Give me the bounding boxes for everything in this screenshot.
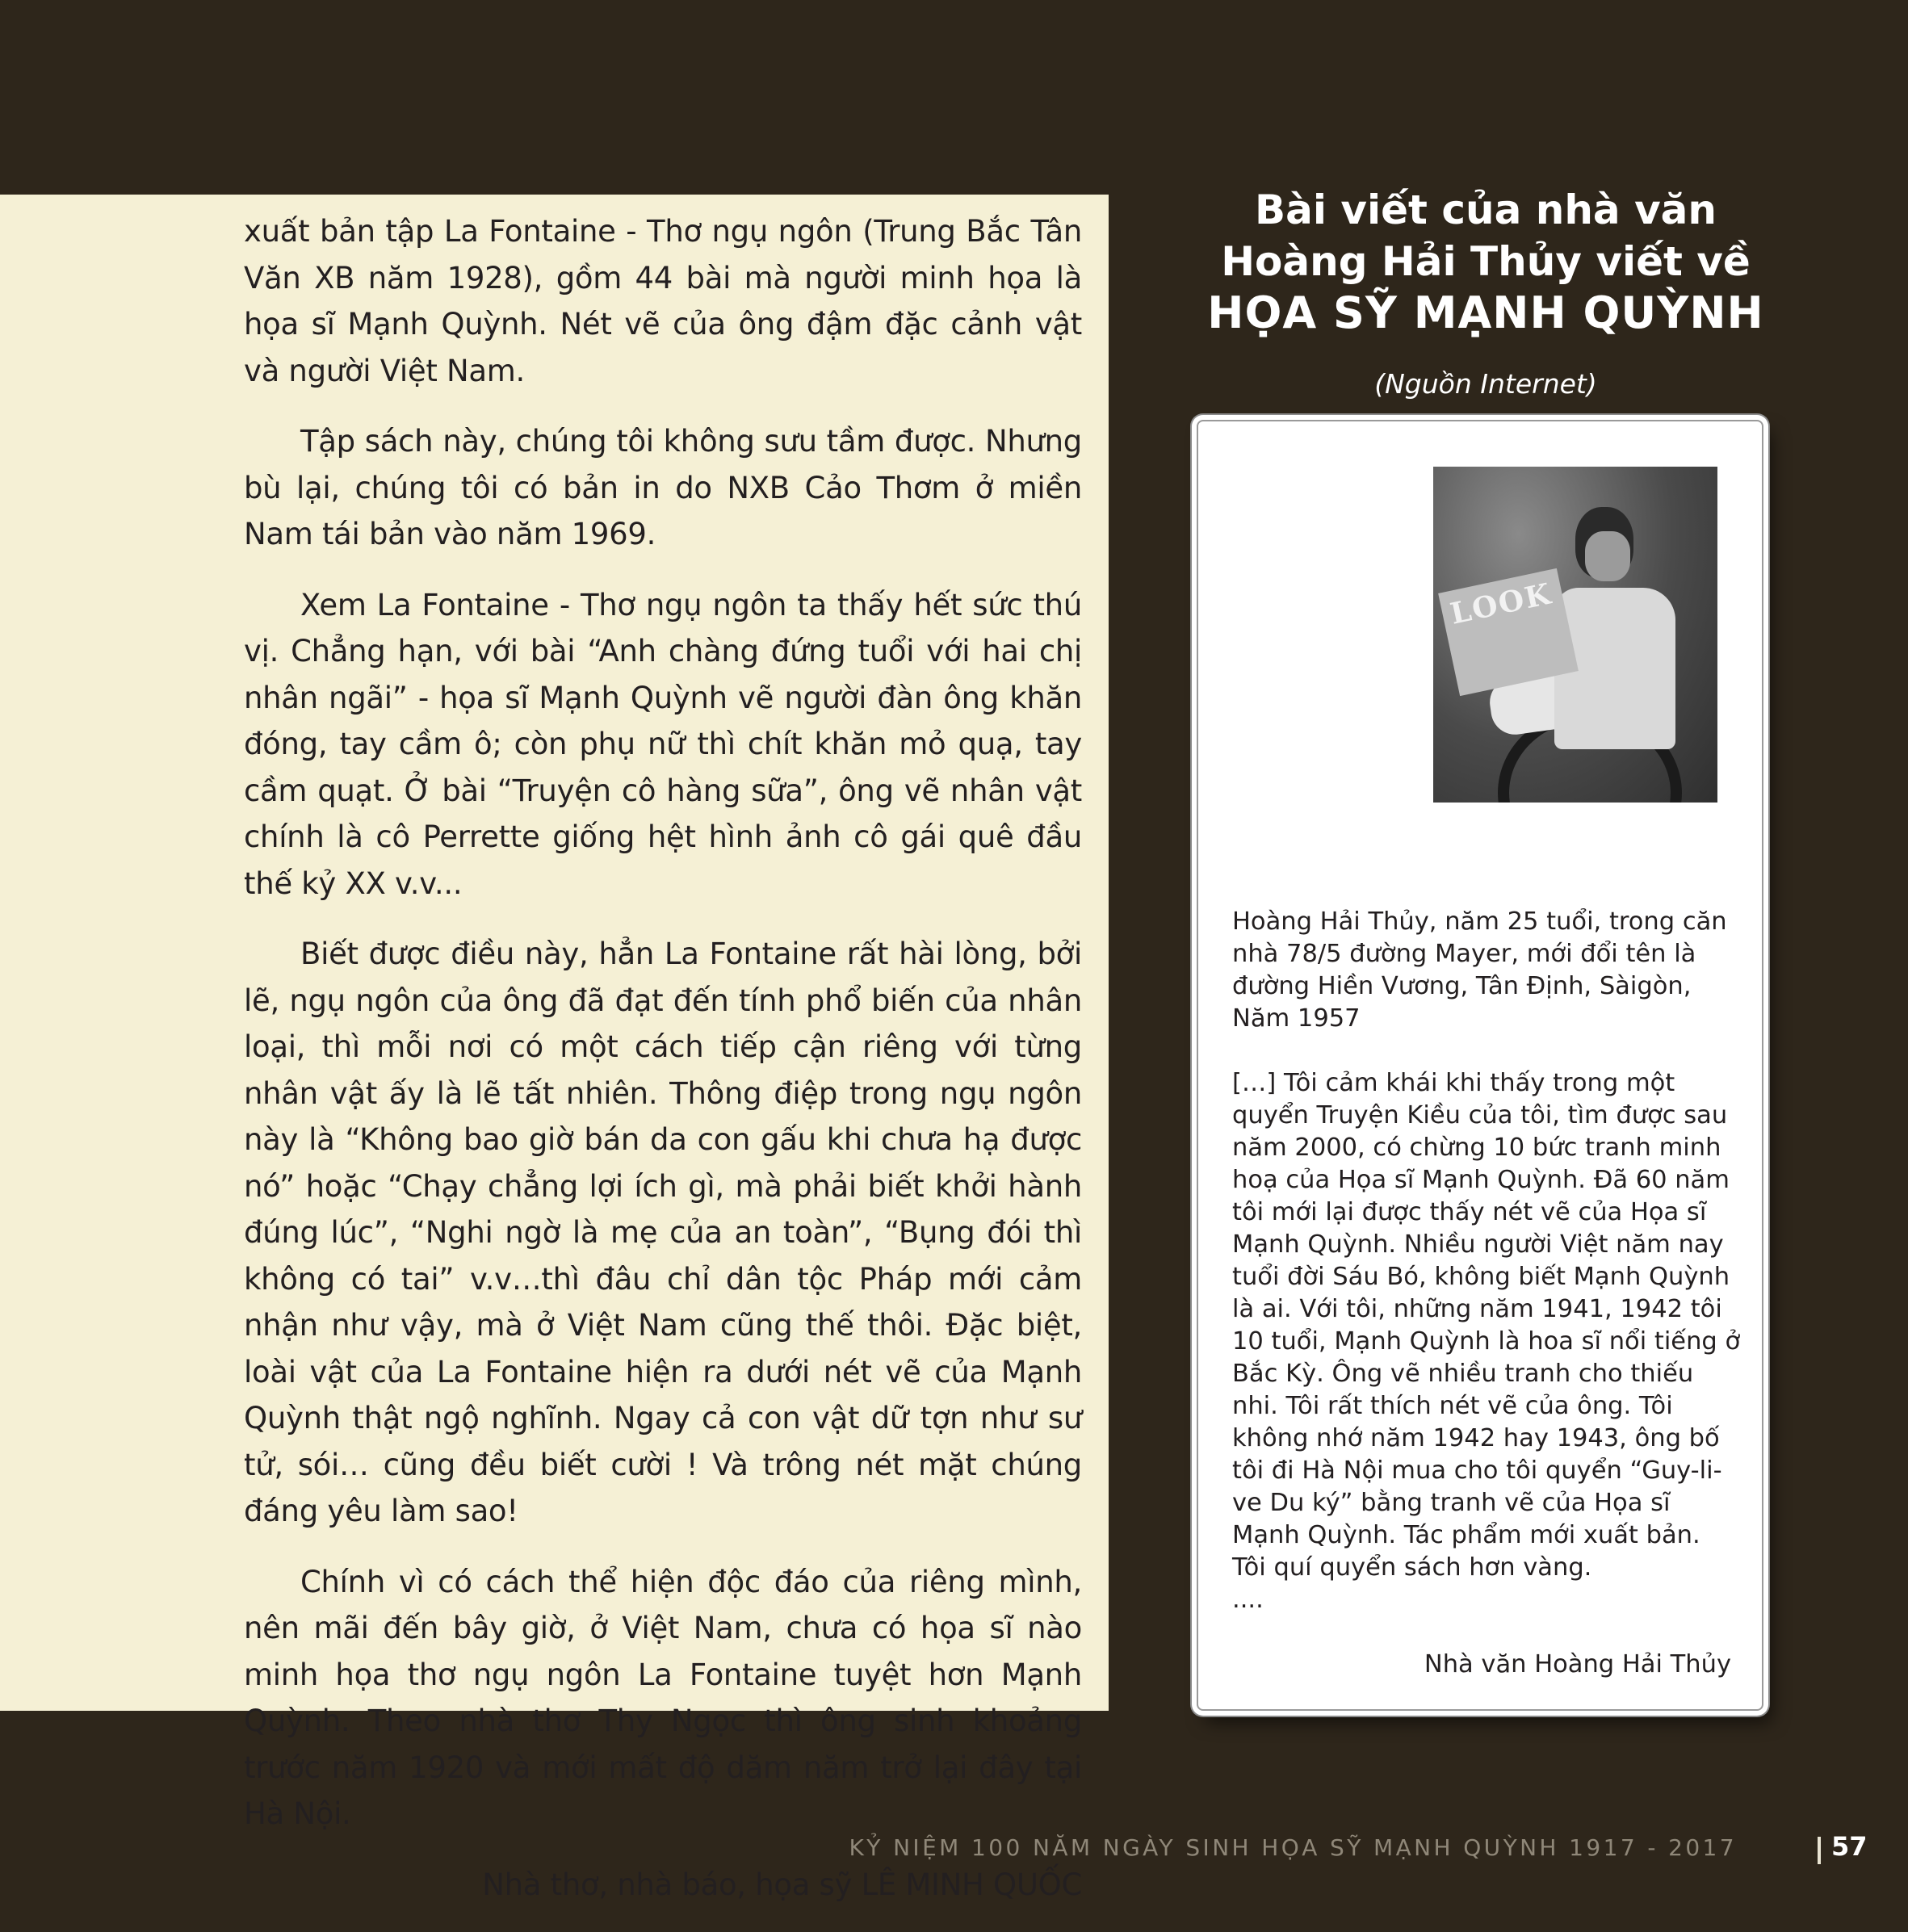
footer-divider	[1818, 1837, 1821, 1864]
portrait-photo	[1433, 467, 1717, 803]
page-number: 57	[1831, 1831, 1868, 1862]
sidebar-title-line-1: Bài viết của nhà văn	[1255, 186, 1717, 233]
sidebar-title-line-3: HỌA SỸ MẠNH QUỲNH	[1207, 287, 1764, 338]
sidebar-signature: Nhà văn Hoàng Hải Thủy	[1424, 1650, 1731, 1678]
sidebar-quote-text: […] Tôi cảm khái khi thấy trong một quyển Truyện Kiều của tôi, tìm được sau năm 2000, có chừng 10 bức tranh minh hoạ của Họa sĩ Mạnh Quỳnh. Đã 60 năm tôi mới lại được thấy nét vẽ của Họa sĩ Mạnh Quỳnh. Nhiều người Việt năm nay tuổi đời Sáu Bó, không biết Mạnh Quỳnh là ai. Với tôi, những năm 1941, 1942 tôi 10 tuổi, Mạnh Quỳnh là hoa sĩ nổi tiếng ở Bắc Kỳ. Ông vẽ nhiều tranh cho thiếu nhi. Tôi rất thích nét vẽ của ông. Tôi không nhớ năm 1942 hay 1943, ông bố tôi đi Hà Nội mua cho tôi quyển “Guy-li-ve Du ký” bằng tranh vẽ của Họa sĩ Mạnh Quỳnh. Tác phẩm mới xuất bản. Tôi quí quyển sách hơn vàng.	[1232, 1069, 1741, 1582]
photo-caption	[1232, 906, 1741, 1067]
sidebar-source: (Nguồn Internet)	[1374, 368, 1597, 400]
sidebar-title	[1187, 184, 1784, 339]
article-paragraph-2: Tập sách này, chúng tôi không sưu tầm được. Nhưng bù lại, chúng tôi có bản in do NXB Cảo Thơm ở miền Nam tái bản vào năm 1969.	[244, 424, 1082, 551]
sidebar-title-line-2: Hoàng Hải Thủy viết về	[1221, 238, 1751, 285]
article-body	[244, 208, 1082, 1932]
magazine-title: LOOK	[1447, 576, 1555, 631]
article-signature: Nhà thơ, nhà báo, họa sỹ LÊ MINH QUỐC	[482, 1867, 1082, 1902]
photo-caption-text: Hoàng Hải Thủy, năm 25 tuổi, trong căn nhà 78/5 đường Mayer, mới đổi tên là đường Hiền Vương, Tân Định, Sàigòn, Năm 1957	[1232, 907, 1727, 1033]
sidebar-quote	[1232, 1067, 1741, 1616]
article-paragraph-5: Chính vì có cách thể hiện độc đáo của riêng mình, nên mãi đến bây giờ, ở Việt Nam, chưa có họa sĩ nào minh họa thơ ngụ ngôn La Fontaine tuyệt hơn Mạnh Quỳnh. Theo nhà thơ Thy Ngọc thì ông sinh khoảng trước năm 1920 và mới mất độ dăm năm trở lại đây tại Hà Nội.	[244, 1564, 1082, 1831]
article-paragraph-4: Biết được điều này, hẳn La Fontaine rất hài lòng, bởi lẽ, ngụ ngôn của ông đã đạt đến tính phổ biến của nhân loại, thì mỗi nơi có một cách tiếp cận riêng với từng nhân vật ấy là lẽ tất nhiên. Thông điệp trong ngụ ngôn này là “Không bao giờ bán da con gấu khi chưa hạ được nó” hoặc “Chạy chẳng lợi ích gì, mà phải biết khởi hành đúng lúc”, “Nghi ngờ là mẹ của an toàn”, “Bụng đói thì không có tai” v.v…thì đâu chỉ dân tộc Pháp mới cảm nhận như vậy, mà ở Việt Nam cũng thế thôi. Đặc biệt, loài vật của La Fontaine hiện ra dưới nét vẽ của Mạnh Quỳnh thật ngộ nghĩnh. Ngay cả con vật dữ tợn như sư tử, sói… cũng đều biết cười ! Và trông nét mặt chúng đáng yêu làm sao!	[244, 937, 1082, 1528]
footer-text: KỶ NIỆM 100 NĂM NGÀY SINH HỌA SỸ MẠNH QUỲNH 1917 - 2017	[849, 1834, 1737, 1861]
article-paragraph-3: Xem La Fontaine - Thơ ngụ ngôn ta thấy hết sức thú vị. Chẳng hạn, với bài “Anh chàng đứng tuổi với hai chị nhân ngãi” - họa sĩ Mạnh Quỳnh vẽ người đàn ông khăn đóng, tay cầm ô; còn phụ nữ thì chít khăn mỏ quạ, tay cầm quạt. Ở bài “Truyện cô hàng sữa”, ông vẽ nhân vật chính là cô Perrette giống hệt hình ảnh cô gái quê đầu thế kỷ XX v.v...	[244, 587, 1082, 901]
article-paragraph-1: xuất bản tập La Fontaine - Thơ ngụ ngôn (Trung Bắc Tân Văn XB năm 1928), gồm 44 bài mà người minh họa là họa sĩ Mạnh Quỳnh. Nét vẽ của ông đậm đặc cảnh vật và người Việt Nam.	[244, 214, 1082, 388]
sidebar-ellipsis: ....	[1232, 1586, 1264, 1614]
